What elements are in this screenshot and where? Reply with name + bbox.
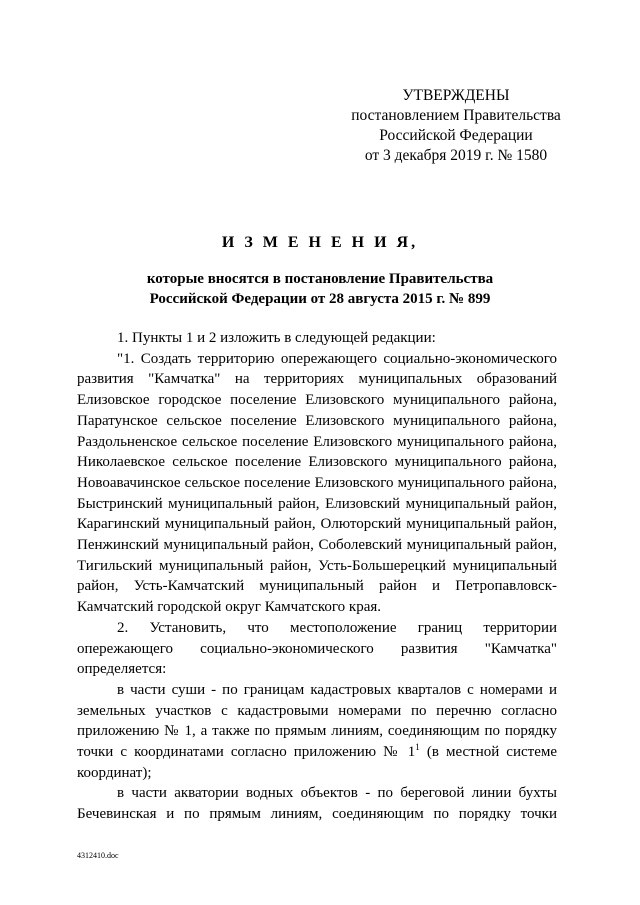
paragraph-4 [77,680,557,784]
document-subtitle-line-2: Российской Федерации от 28 августа 2015 г. № 899 [149,291,491,307]
paragraph-4-text: в части суши - по границам кадастровых кварталов с номерами и земельных участков с кадастровыми номерами по перечню согласно приложению № 1, а также по прямым линиям, соединяющим по порядку точки с координатами согласно приложению № 1 [77,681,557,761]
approval-date-number: от 3 декабря 2019 г. № 1580 [364,147,548,164]
paragraph-4-tail: (в местной системе координат); [77,744,558,781]
document-title: И З М Е Н Е Н И Я, [221,234,419,251]
document-subtitle-line-1: которые вносятся в постановление Правительства [146,271,494,287]
document-file-code: 4312410.doc [77,851,119,860]
paragraph-5: в части акватории водных объектов - по береговой линии бухты Бечевинская и по прямым линиям, соединяющим по порядку точки [77,785,557,823]
paragraph-3: 2. Установить, что местоположение границ территории опережающего социально-экономического развития "Камчатка" определяется: [77,619,557,678]
approval-authority: постановлением Правительства [351,107,561,124]
document-body [77,328,557,825]
paragraph-1: 1. Пункты 1 и 2 изложить в следующей редакции: [117,330,436,346]
document-heading [60,232,580,309]
footnote-superscript: 1 [415,742,420,753]
approval-country: Российской Федерации [379,127,533,144]
approval-heading: УТВЕРЖДЕНЫ [402,87,510,104]
approval-stamp [336,86,576,166]
paragraph-2: "1. Создать территорию опережающего социально-экономического развития "Камчатка" на территориях муниципальных образований Елизовское городское поселение Елизовского муниципального района, Паратунское сельское поселение Елизовского муниципального района, Раздольненское сельское поселение Елизовского муниципального района, Николаевское сельское поселение Елизовского муниципального района, Новоавачинское сельское поселение Елизовского муниципального района, Быстринский муниципальный район, Елизовский муниципальный район, Карагинский муниципальный район, Олюторский муниципальный район, Пенжинский муниципальный район, Соболевский муниципальный район, Тигильский муниципальный район, Усть-Большерецкий муниципальный район, Усть-Камчатский муниципальный район и Петропавловск-Камчатский городской округ Камчатского края. [77,350,557,616]
